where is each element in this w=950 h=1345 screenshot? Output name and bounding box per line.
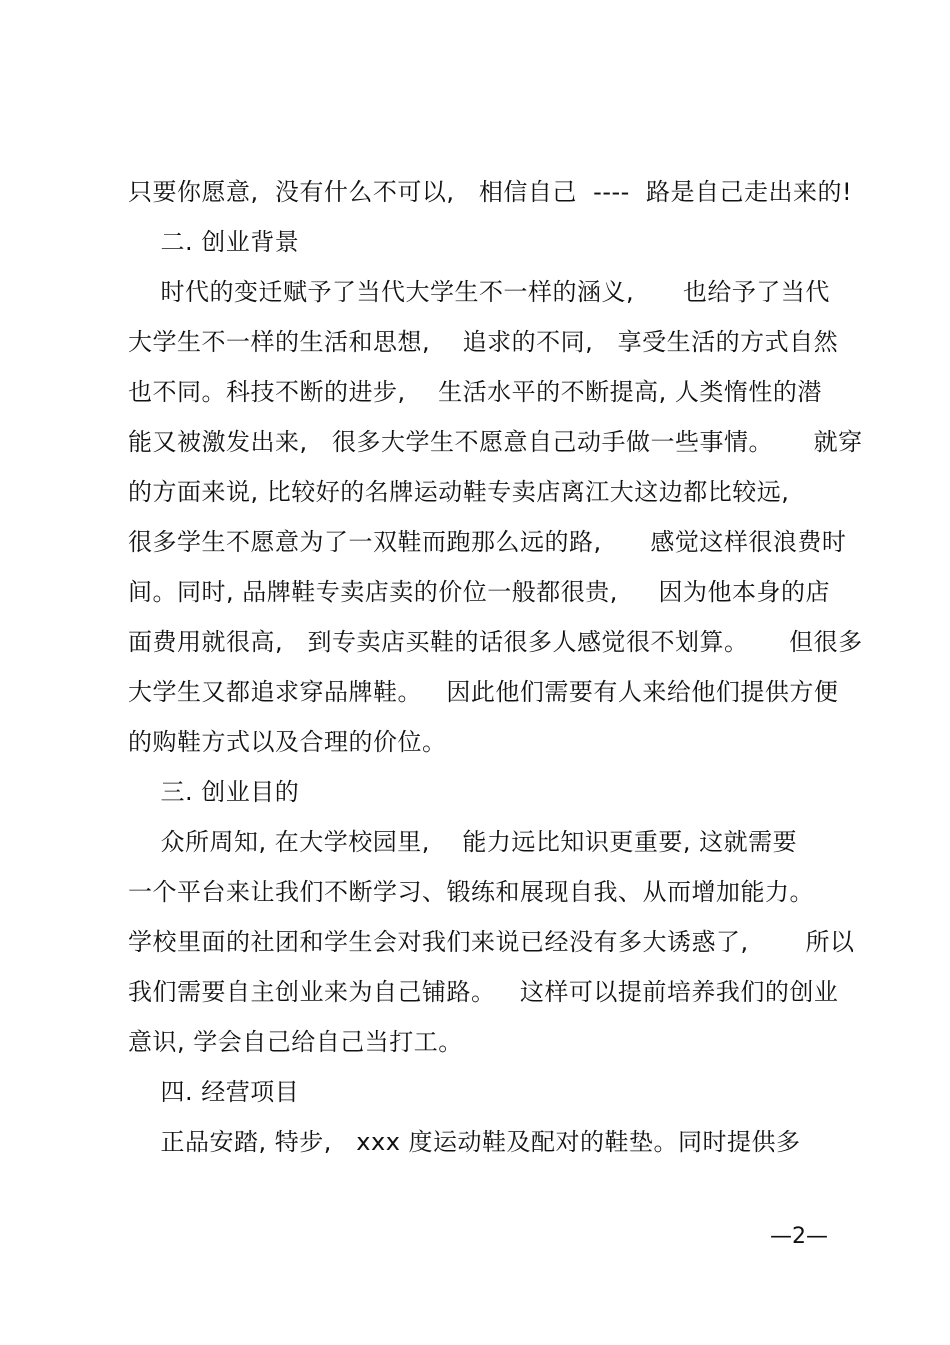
page-number: —2— [770, 1224, 828, 1249]
text-line: 时代的变迁赋予了当代大学生不一样的涵义, 也给予了当代 [128, 278, 830, 306]
text-line: 间。同时, 品牌鞋专卖店卖的价位一般都很贵, 因为他本身的店 [128, 578, 831, 606]
text-line: 我们需要自主创业来为自己铺路。 这样可以提前培养我们的创业 [128, 978, 839, 1006]
text-line: 学校里面的社团和学生会对我们来说已经没有多大诱惑了, 所以 [128, 928, 855, 956]
text-line: 只要你愿意, 没有什么不可以, 相信自己 ---- 路是自己走出来的! [128, 178, 853, 206]
text-line: 的方面来说, 比较好的名牌运动鞋专卖店离江大这边都比较远, [128, 478, 790, 506]
text-line: 大学生又都追求穿品牌鞋。 因此他们需要有人来给他们提供方便 [128, 678, 839, 706]
text-line: 能又被激发出来, 很多大学生不愿意自己动手做一些事情。 就穿 [128, 428, 863, 456]
text-line: 众所周知, 在大学校园里, 能力远比知识更重要, 这就需要 [128, 828, 798, 856]
section-heading: 二. 创业背景 [128, 228, 300, 256]
text-line: 也不同。科技不断的进步, 生活水平的不断提高, 人类惰性的潜 [128, 378, 822, 406]
text-line: 一个平台来让我们不断学习、锻练和展现自我、从而增加能力。 [128, 878, 814, 906]
text-line: 正品安踏, 特步, xxx 度运动鞋及配对的鞋垫。同时提供多 [128, 1128, 801, 1156]
section-heading: 四. 经营项目 [128, 1078, 300, 1106]
text-line: 很多学生不愿意为了一双鞋而跑那么远的路, 感觉这样很浪费时 [128, 528, 847, 556]
section-heading: 三. 创业目的 [128, 778, 300, 806]
text-line: 的购鞋方式以及合理的价位。 [128, 728, 447, 756]
text-line: 大学生不一样的生活和思想, 追求的不同, 享受生活的方式自然 [128, 328, 839, 356]
text-line: 面费用就很高, 到专卖店买鞋的话很多人感觉很不划算。 但很多 [128, 628, 863, 656]
text-line: 意识, 学会自己给自己当打工。 [128, 1028, 463, 1056]
